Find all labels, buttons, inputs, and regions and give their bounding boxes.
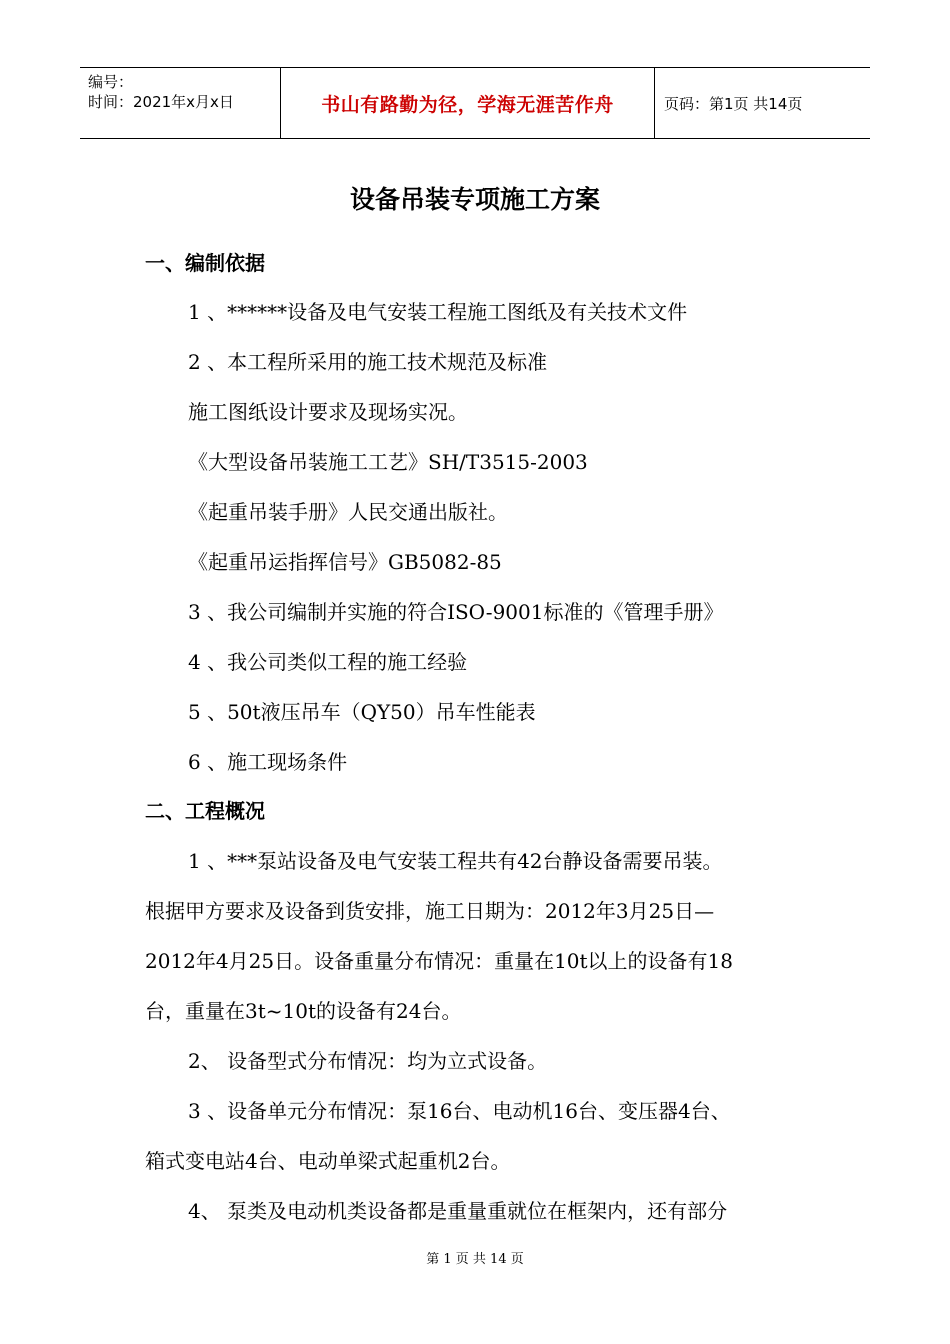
- basis-item: 6 、施工现场条件: [188, 750, 348, 774]
- basis-item: 4 、我公司类似工程的施工经验: [188, 650, 468, 674]
- overview-line: 1 、***泵站设备及电气安装工程共有42台静设备需要吊装。: [188, 849, 723, 873]
- overview-line: 箱式变电站4台、电动单梁式起重机2台。: [145, 1149, 511, 1173]
- header-meta: [88, 72, 278, 112]
- page-header: [80, 67, 870, 139]
- section-heading-overview: 二、工程概况: [145, 799, 265, 823]
- header-motto: 书山有路勤为径，学海无涯苦作舟: [321, 93, 614, 116]
- basis-item: 《起重吊装手册》人民交通出版社。: [188, 500, 508, 524]
- overview-line: 3 、设备单元分布情况：泵16台、电动机16台、变压器4台、: [188, 1099, 731, 1123]
- doc-number-label: 编号：: [88, 73, 134, 91]
- overview-line: 根据甲方要求及设备到货安排，施工日期为：2012年3月25日—: [145, 899, 715, 923]
- basis-item: 1 、******设备及电气安装工程施工图纸及有关技术文件: [188, 300, 688, 324]
- basis-item: 3 、我公司编制并实施的符合ISO-9001标准的《管理手册》: [188, 600, 724, 624]
- basis-item: 《大型设备吊装施工工艺》SH/T3515-2003: [188, 450, 588, 474]
- overview-line: 台，重量在3t~10t的设备有24台。: [145, 999, 462, 1023]
- header-page-info: 页码：第1页 共14页: [664, 94, 803, 113]
- overview-line: 2、 设备型式分布情况：均为立式设备。: [188, 1049, 548, 1073]
- doc-date: 时间：2021年x月x日: [88, 93, 234, 111]
- overview-line: 2012年4月25日。设备重量分布情况：重量在10t以上的设备有18: [145, 949, 734, 973]
- basis-item: 《起重吊运指挥信号》GB5082-85: [188, 550, 502, 574]
- document-title: 设备吊装专项施工方案: [349, 185, 600, 214]
- basis-item: 5 、50t液压吊车（QY50）吊车性能表: [188, 700, 536, 724]
- page-footer: 第 1 页 共 14 页: [426, 1252, 524, 1267]
- overview-line: 4、 泵类及电动机类设备都是重量重就位在框架内，还有部分: [188, 1199, 728, 1223]
- section-heading-basis: 一、编制依据: [145, 251, 265, 275]
- basis-item: 施工图纸设计要求及现场实况。: [188, 400, 468, 424]
- header-motto-cell: [280, 68, 655, 138]
- basis-item: 2 、本工程所采用的施工技术规范及标准: [188, 350, 548, 374]
